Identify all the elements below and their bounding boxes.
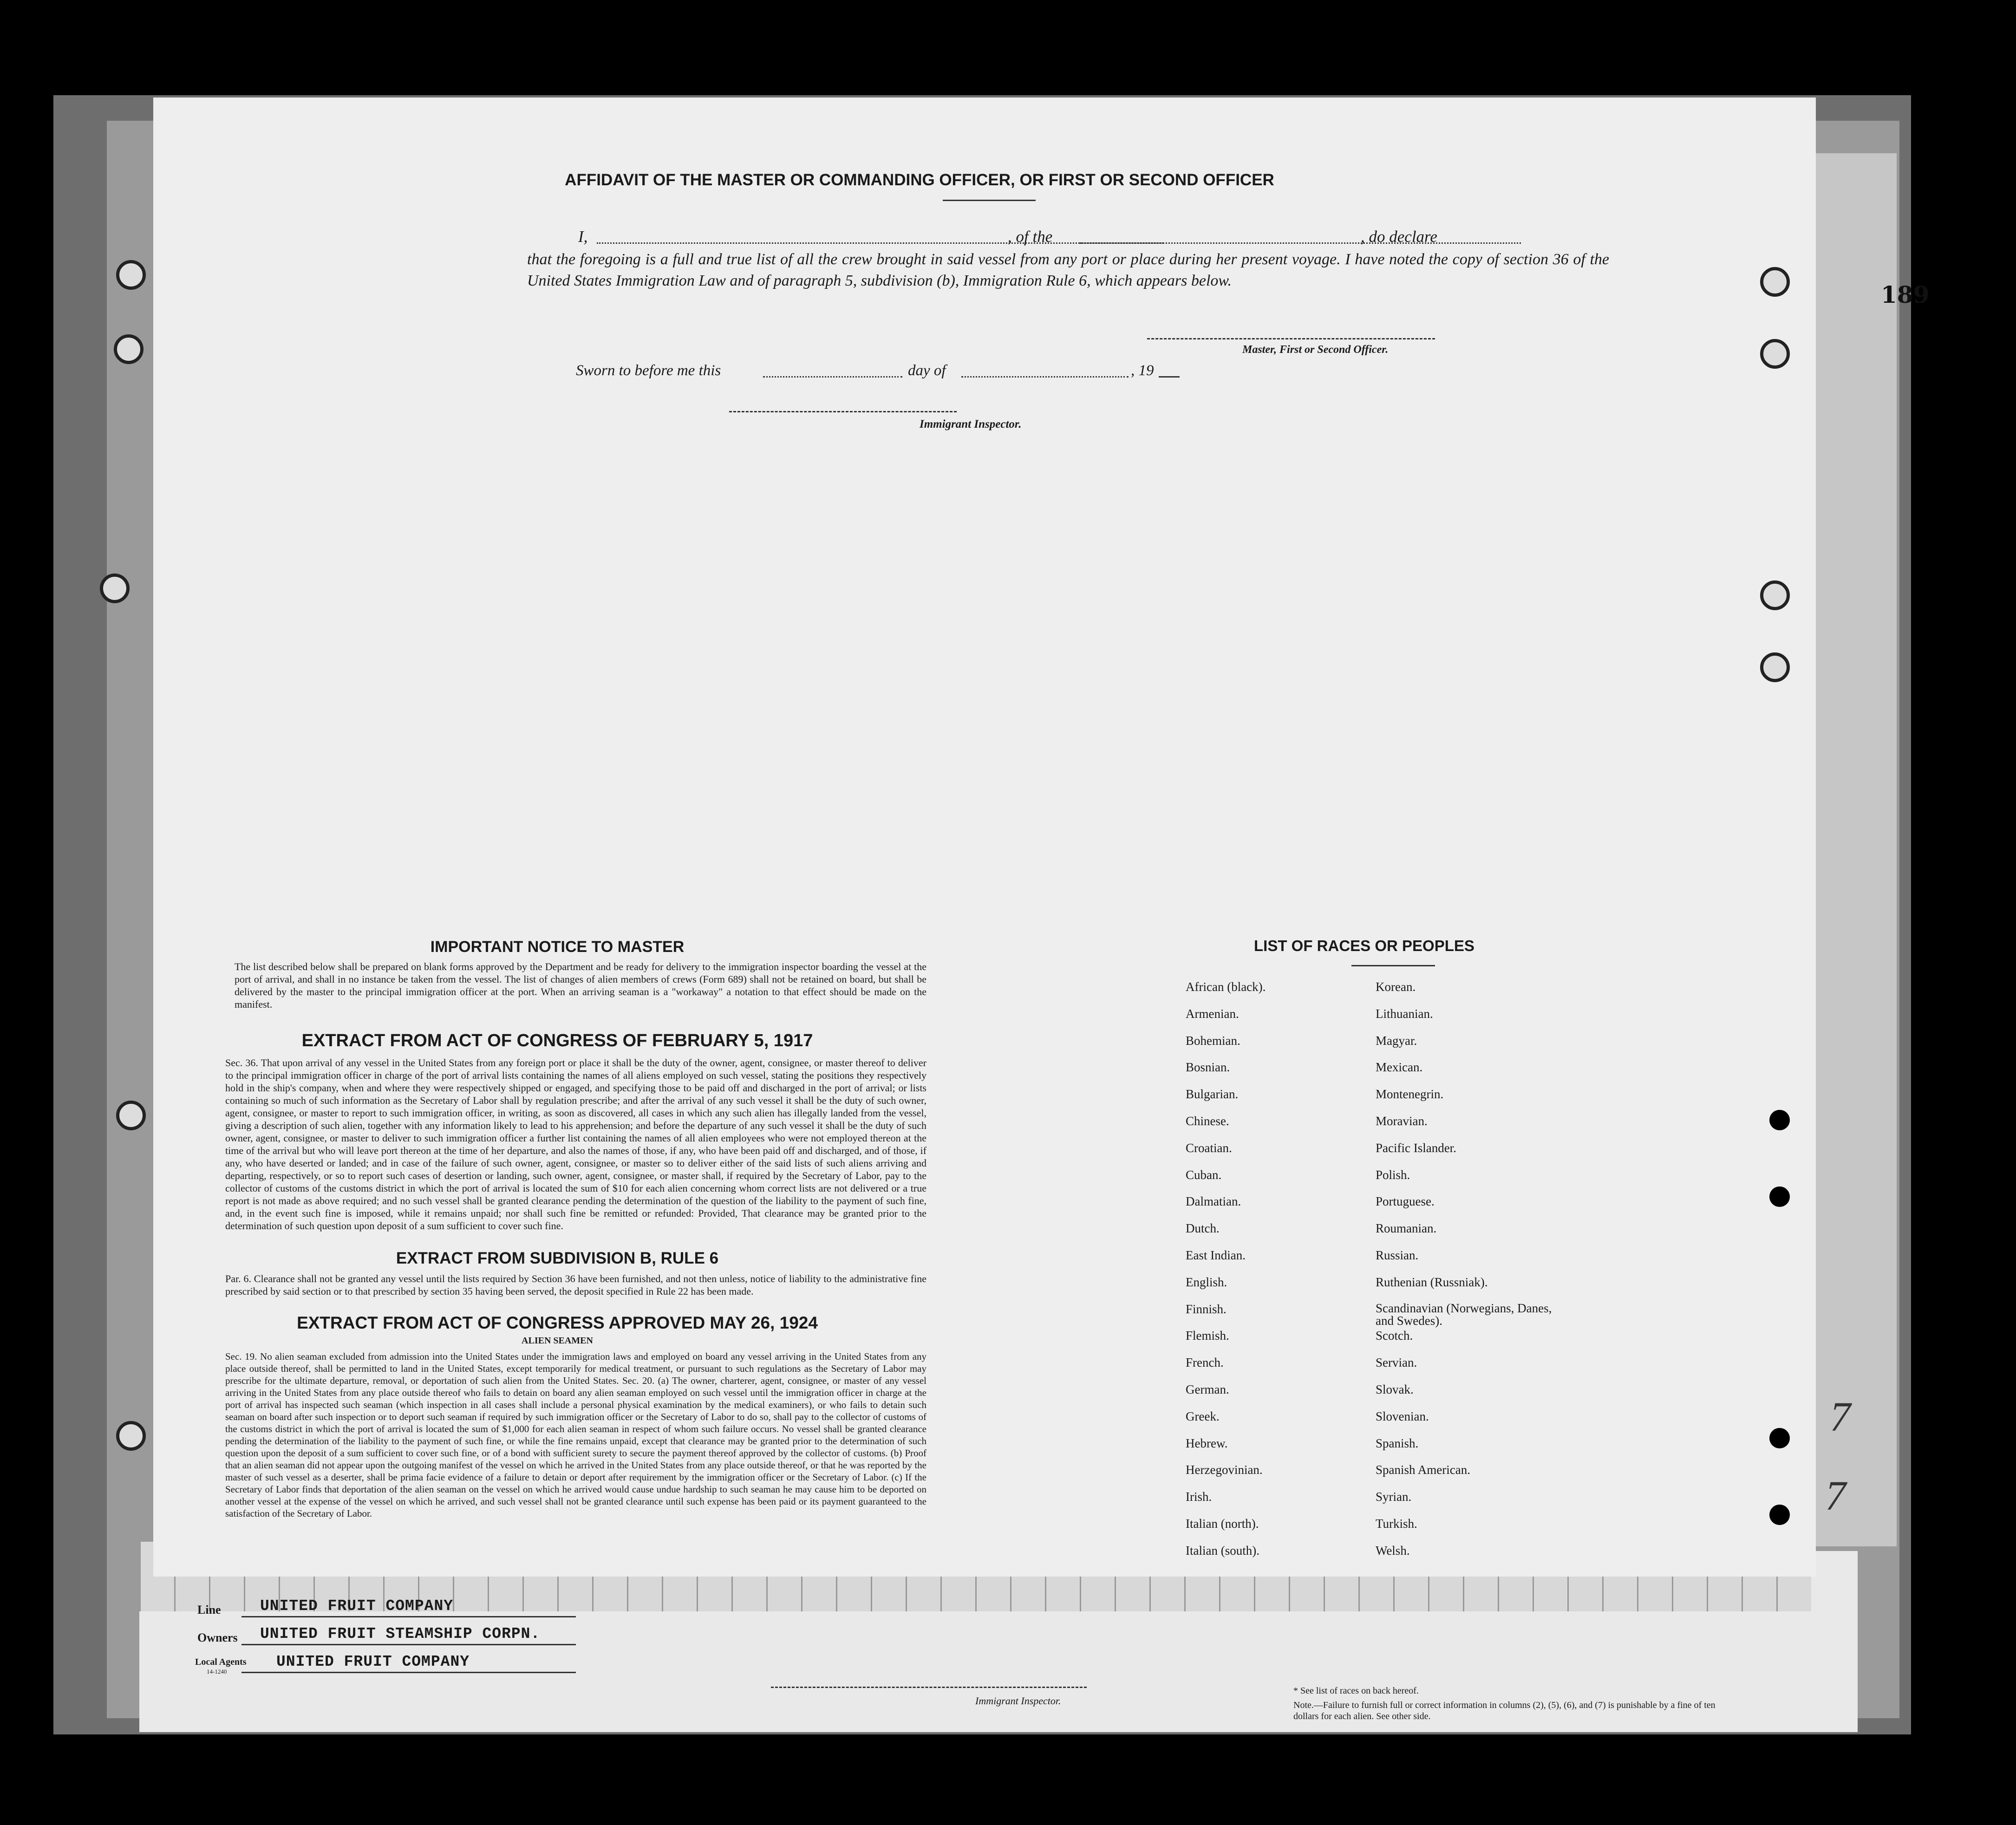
master-label: Master, First or Second Officer. xyxy=(1242,344,1389,356)
race-entry: Magyar. xyxy=(1376,1033,1417,1048)
race-entry: Polish. xyxy=(1376,1167,1410,1182)
master-signature-line xyxy=(1147,338,1435,339)
name-line xyxy=(597,242,1163,244)
binder-hole xyxy=(114,334,144,364)
owners-label: Owners xyxy=(197,1631,238,1644)
extract-1924-text: Sec. 19. No alien seaman excluded from admission into the United States under the immigration laws and employed on board any vessel arriving in the United States from any place outside thereof, shall be permitted to land in the United States, except temporarily for medical treatment, or pursuant to such regulations as the Secretary of Labor may prescribe for the ultimate departure, removal, or deportation of such alien from the United States. Sec. 20. (a) The owner, charterer, agent, consignee, or master of any vessel arriving in the United States from any place outside thereof who fails to detain on board any alien seaman employed on such vessel until the immigration officer in charge at the port of arrival has inspected such seaman (which inspection in all cases shall include a personal physical examination by the medical examiners), or who fails to detain such seaman on board after such inspection or to deport such seaman if required by such immigration officer or the Secretary of Labor to do so, shall pay to the collector of customs of the customs district in which the port of arrival is located the sum of $1,000 for each alien seaman in respect of whom such failure occurs. No vessel shall be granted clearance pending the determination of the liability to the payment of such fine, or while the fine remains unpaid, except that clearance may be granted prior to the determination of such question upon the deposit of a sum sufficient to cover such fine, or of a bond with sufficient surety to secure the payment thereof approved by the collector of customs. (b) Proof that an alien seaman did not appear upon the outgoing manifest of the vessel on which he arrived in the United States from any place outside thereof, or that he was reported by the master of such vessel as a deserter, shall be prima facie evidence of a failure to detain or deport after requirement by the immigration officer or the Secretary of Labor. (c) If the Secretary of Labor finds that deportation of the alien seaman on the vessel on which he arrived would cause undue hardship to such seaman he may cause him to be deported on another vessel at the expense of the vessel on which he arrived, and such vessel shall not be granted clearance until such expense has been paid or its payment guaranteed to the satisfaction of the Secretary of Labor. xyxy=(225,1351,926,1519)
races-underline xyxy=(1351,965,1435,966)
vessel-line xyxy=(1080,242,1521,244)
race-entry: Armenian. xyxy=(1186,1006,1239,1021)
owners-underline xyxy=(241,1644,576,1645)
agents-label: Local Agents xyxy=(195,1657,247,1667)
binder-hole xyxy=(116,1421,146,1451)
race-entry: Flemish. xyxy=(1186,1329,1229,1343)
declaration-body: that the foregoing is a full and true list of all the crew brought in said vessel from any port or place during her present voyage. I have noted the copy of section 36 of the United States Immigration Law and of paragraph 5, subdivision (b), Immigration Rule 6, which appears below. xyxy=(527,251,1609,289)
binder-hole xyxy=(116,1101,146,1130)
extract-rule6-text: Par. 6. Clearance shall not be granted any vessel until the lists required by Section 36 have been furnished, and not then unless, notice of liability to the administrative fine prescribed by said section or to that prescribed by section 35 having been served, the deposit specified in Rule 22 has been made. xyxy=(225,1273,926,1297)
race-entry: Chinese. xyxy=(1186,1114,1229,1128)
race-entry: Ruthenian (Russniak). xyxy=(1376,1275,1488,1289)
binder-hole xyxy=(1760,267,1790,297)
extract-1917-title: EXTRACT FROM ACT OF CONGRESS OF FEBRUARY 5, 1917 xyxy=(301,1031,813,1050)
race-entry: Mexican. xyxy=(1376,1060,1423,1075)
race-entry: Bulgarian. xyxy=(1186,1087,1239,1102)
inspector-signature-line xyxy=(729,411,957,412)
race-entry: Cuban. xyxy=(1186,1167,1222,1182)
race-entry: Dalmatian. xyxy=(1186,1194,1241,1209)
race-entry: Slovak. xyxy=(1376,1382,1414,1396)
right-edge-sheet xyxy=(1811,153,1897,1546)
line-label: Line xyxy=(197,1603,221,1616)
declaration-i: I, xyxy=(578,228,588,246)
punch-dot xyxy=(1769,1505,1790,1525)
title-underline xyxy=(943,200,1036,201)
race-entry: English. xyxy=(1186,1275,1227,1289)
race-entry: Turkish. xyxy=(1376,1517,1417,1531)
binder-hole xyxy=(100,574,130,603)
notice-title: IMPORTANT NOTICE TO MASTER xyxy=(430,938,685,956)
race-entry: Bosnian. xyxy=(1186,1060,1230,1075)
binder-hole xyxy=(116,260,146,290)
race-entry: Scotch. xyxy=(1376,1329,1413,1343)
binder-hole xyxy=(1760,580,1790,610)
penalty-note: Note.—Failure to furnish full or correct information in columns (2), (5), (6), and (7) is punishable by a fine of ten dollars for each alien. See other side. xyxy=(1293,1700,1716,1721)
race-entry: Croatian. xyxy=(1186,1141,1232,1155)
race-entry: Korean. xyxy=(1376,980,1416,994)
extract-1924-title: EXTRACT FROM ACT OF CONGRESS APPROVED MAY 26, 1924 xyxy=(297,1313,818,1332)
owners-value: UNITED FRUIT STEAMSHIP CORPN. xyxy=(260,1625,541,1642)
race-entry: Hebrew. xyxy=(1186,1436,1228,1450)
race-entry: Bohemian. xyxy=(1186,1033,1240,1048)
inspector-label: Immigrant Inspector. xyxy=(920,418,1022,430)
year-label: , 19 xyxy=(1131,362,1154,379)
race-entry: Welsh. xyxy=(1376,1543,1410,1558)
month-line xyxy=(961,376,1129,378)
affidavit-title: AFFIDAVIT OF THE MASTER OR COMMANDING OFFICER, OR FIRST OR SECOND OFFICER xyxy=(565,171,1274,189)
race-entry: East Indian. xyxy=(1186,1248,1246,1262)
agents-underline xyxy=(241,1672,576,1673)
binder-hole xyxy=(1760,339,1790,369)
agents-value: UNITED FRUIT COMPANY xyxy=(276,1653,470,1670)
race-entry: Spanish. xyxy=(1376,1436,1419,1450)
declaration-declare: , do declare xyxy=(1361,228,1437,246)
affidavit-page xyxy=(153,98,1816,1577)
page-number: 189 xyxy=(1881,281,1930,308)
bottom-inspector-label: Immigrant Inspector. xyxy=(975,1695,1061,1707)
race-entry: Dutch. xyxy=(1186,1221,1220,1236)
extract-1924-subtitle: ALIEN SEAMEN xyxy=(522,1336,593,1346)
race-entry: Montenegrin. xyxy=(1376,1087,1444,1102)
day-of-label: day of xyxy=(908,362,946,379)
bottom-inspector-line xyxy=(771,1687,1087,1688)
notice-text: The list described below shall be prepared on blank forms approved by the Department and be ready for delivery to the immigration inspector boarding the vessel at the port of arrival, and shall in no instance be taken from the vessel. The list of changes of alien members of crews (Form 689) shall not be retained on board, but shall be delivered by the master to the principal immigration officer at the port. When an arriving seaman is a "workaway" a notation to that effect should be made on the manifest. xyxy=(235,961,926,1010)
punch-dot xyxy=(1769,1428,1790,1448)
races-title: LIST OF RACES OR PEOPLES xyxy=(1254,937,1474,954)
extract-1917-text: Sec. 36. That upon arrival of any vessel in the United States from any foreign port or place it shall be the duty of the owner, agent, consignee, or master thereof to deliver to the principal immigration officer in charge of the port of arrival lists containing the names of all aliens employed on such vessel, stating the positions they respectively hold in the ship's company, when and where they were respectively shipped or engaged, and specifying those to be paid off and discharged in the port of arrival; or lists containing so much of such information as the Secretary of Labor shall by regulation prescribe; and after the arrival of any such vessel it shall be the duty of such owner, agent, consignee, or master to report to such immigration officer, in writing, as soon as discovered, all cases in which any such alien has illegally landed from the vessel, giving a description of such alien, together with any information likely to lead to his apprehension; and before the departure of any such vessel it shall be the duty of such owner, agent, consignee, or master to deliver to such immigration officer a further list containing the names of all alien employees who were not employed thereon at the time of the arrival but who will leave port thereon at the time of her departure, and also the names of those, if any, who have been paid off and discharged, and of those, if any, who have deserted or landed; and in case of the failure of such owner, agent, consignee, or master so to deliver either of the said lists of such aliens arriving and departing, respectively, or so to report such cases of desertion or landing, such owner, agent, consignee, or master shall, if required by the Secretary of Labor, pay to the collector of customs of the customs district in which the port of arrival is located the sum of $10 for each alien concerning whom correct lists are not delivered or a true report is not made as above required; and no such vessel shall be granted clearance pending the determination of the question of the liability to the payment of such fine, and, in the event such fine is imposed, while it remains unpaid; nor shall such fine be remitted or refunded: Provided, That clearance may be granted prior to the determination of such question upon deposit of a sum sufficient to cover such fine. xyxy=(225,1057,926,1232)
race-entry: Syrian. xyxy=(1376,1490,1412,1504)
race-entry: Herzegovinian. xyxy=(1186,1463,1263,1477)
declaration-of-the: , of the xyxy=(1008,228,1053,246)
binder-hole xyxy=(1760,652,1790,682)
race-entry: Greek. xyxy=(1186,1409,1220,1423)
extract-rule6-title: EXTRACT FROM SUBDIVISION B, RULE 6 xyxy=(396,1249,719,1267)
punch-dot xyxy=(1769,1110,1790,1130)
race-entry: Spanish American. xyxy=(1376,1463,1470,1477)
race-entry: Italian (north). xyxy=(1186,1517,1259,1531)
sworn-label: Sworn to before me this xyxy=(576,362,721,379)
race-entry: Portuguese. xyxy=(1376,1194,1435,1209)
race-entry: African (black). xyxy=(1186,980,1266,994)
race-entry: Pacific Islander. xyxy=(1376,1141,1456,1155)
year-line xyxy=(1159,376,1180,378)
margin-mark: 7 xyxy=(1830,1394,1851,1440)
race-entry: Lithuanian. xyxy=(1376,1006,1433,1021)
agents-code: 14-1240 xyxy=(207,1668,227,1675)
see-list-note: * See list of races on back hereof. xyxy=(1293,1686,1419,1696)
line-value: UNITED FRUIT COMPANY xyxy=(260,1597,454,1615)
race-entry: Servian. xyxy=(1376,1356,1417,1370)
race-entry: Scandinavian (Norwegians, Danes, and Swedes). xyxy=(1376,1301,1552,1328)
race-entry: Finnish. xyxy=(1186,1302,1227,1316)
race-entry: Moravian. xyxy=(1376,1114,1428,1128)
margin-mark: 7 xyxy=(1825,1473,1846,1519)
punch-dot xyxy=(1769,1186,1790,1207)
sworn-day-line xyxy=(763,376,902,378)
race-entry: Slovenian. xyxy=(1376,1409,1429,1423)
line-underline xyxy=(241,1616,576,1617)
race-entry: German. xyxy=(1186,1382,1229,1396)
race-entry: Roumanian. xyxy=(1376,1221,1437,1236)
race-entry: Irish. xyxy=(1186,1490,1212,1504)
race-entry: Italian (south). xyxy=(1186,1543,1259,1558)
race-entry: Russian. xyxy=(1376,1248,1419,1262)
race-entry: French. xyxy=(1186,1356,1224,1370)
